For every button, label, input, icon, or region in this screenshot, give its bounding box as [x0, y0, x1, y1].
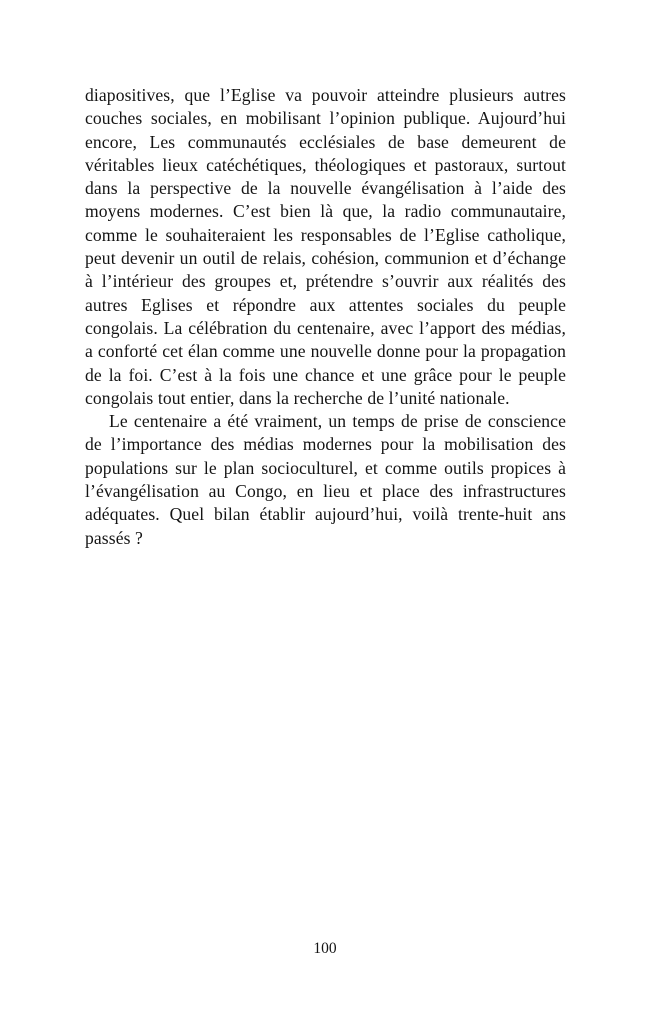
page-number: 100 — [313, 940, 337, 957]
paragraph: Le centenaire a été vraiment, un temps de prise de conscience de l’importance des médias modernes pour la mobilisation des populations sur le plan socioculturel, et comme outils propices à l’évangélisation au Congo, en lieu et place des infrastructures adéquates. Quel bilan établir aujourd’hui, voilà trente-huit ans passés ? — [85, 411, 566, 548]
body-text — [85, 84, 566, 550]
paragraph: diapositives, que l’Eglise va pouvoir atteindre plusieurs autres couches sociales, en mobilisant l’opinion publique. Aujourd’hui encore, Les communautés ecclésiales de base demeurent de véritables lieux catéchétiques, théologiques et pastoraux, surtout dans la perspective de la nouvelle évangélisation à l’aide des moyens modernes. C’est bien là que, la radio communautaire, comme le souhaiteraient les responsables de l’Eglise catholique, peut devenir un outil de relais, cohésion, communion et d’échange à l’intérieur des groupes et, prétendre s’ouvrir aux réalités des autres Eglises et répondre aux attentes sociales du peuple congolais. La célébration du centenaire, avec l’apport des médias, a conforté cet élan comme une nouvelle donne pour la propagation de la foi. C’est à la fois une chance et une grâce pour le peuple congolais tout entier, dans la recherche de l’unité nationale. — [85, 85, 566, 408]
